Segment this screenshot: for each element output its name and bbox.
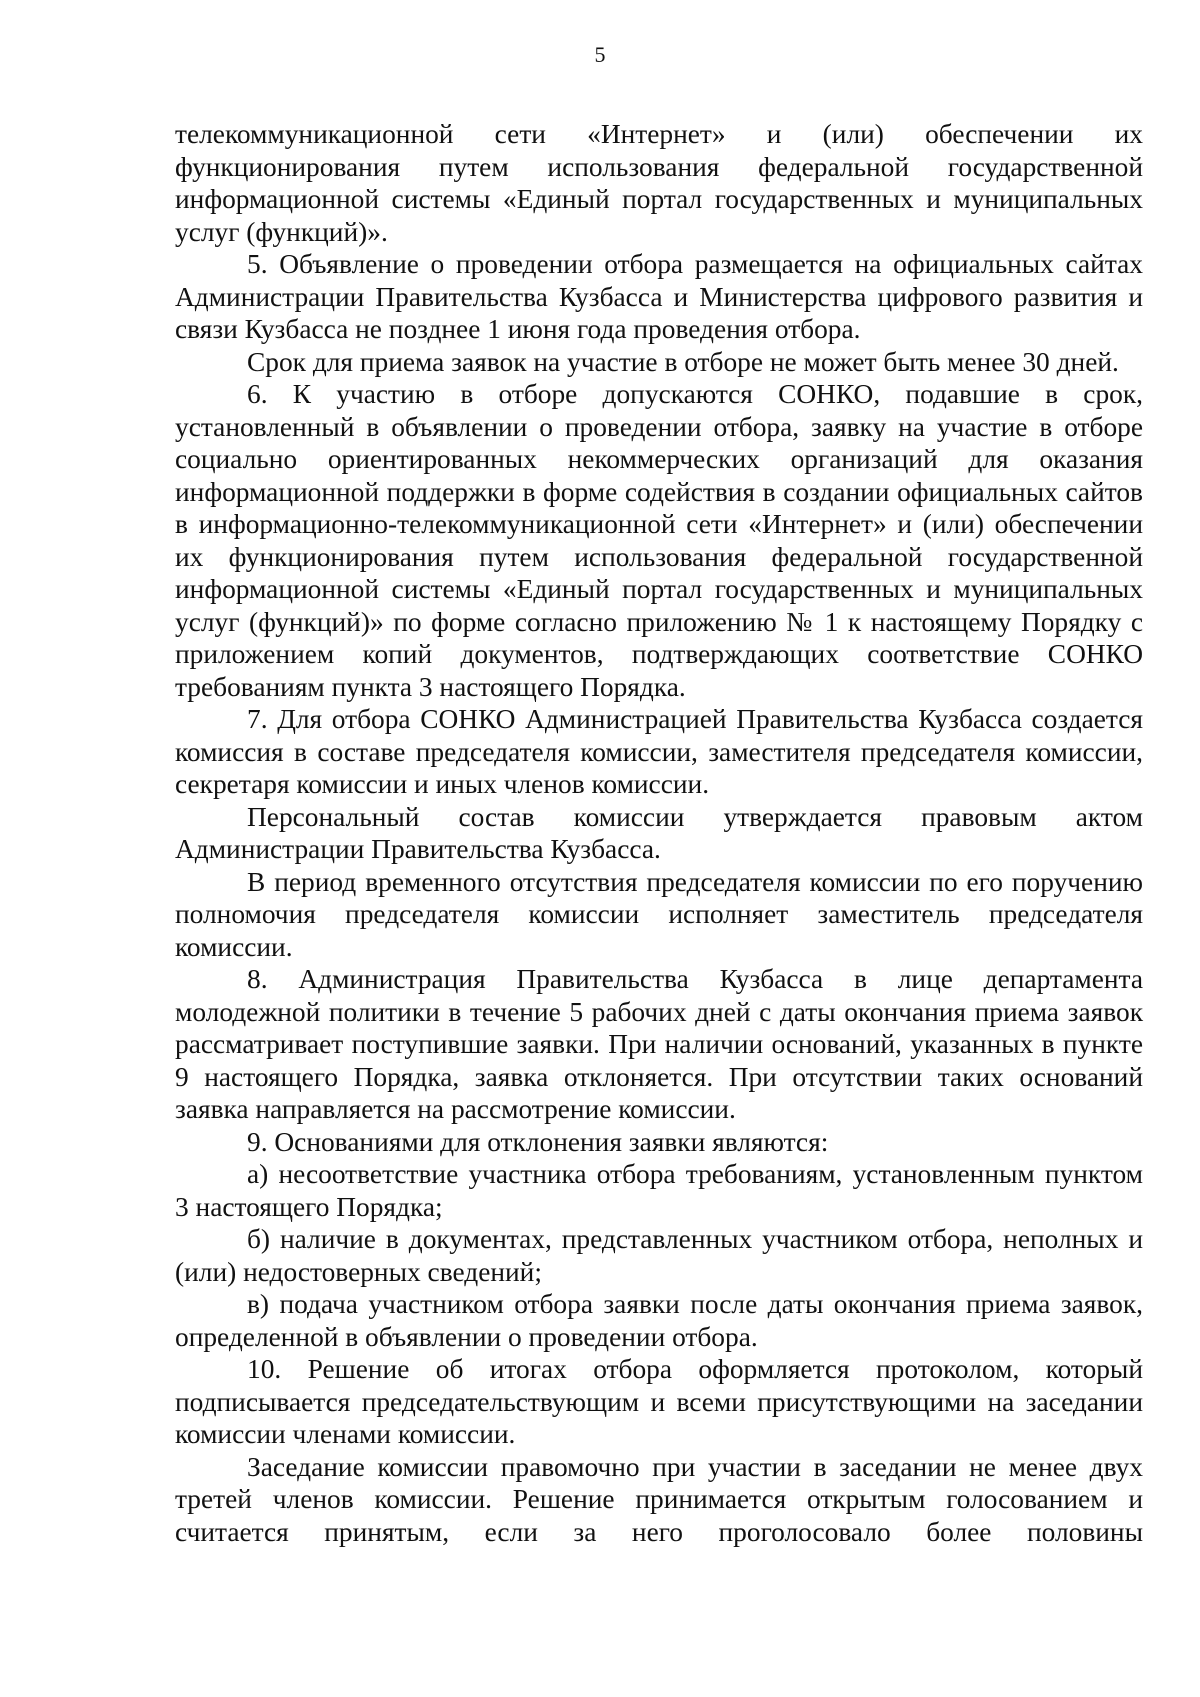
page-number: 5 (594, 42, 606, 67)
paragraph-commission-composition: Персональный состав комиссии утверждается правовым актом Администрации Правительства Кузбасса. (175, 801, 1143, 864)
paragraph-item-9: 9. Основаниями для отклонения заявки являются: (247, 1126, 829, 1157)
paragraph-item-9a: а) несоответствие участника отбора требованиям, установленным пунктом 3 настоящего Порядка; (175, 1159, 1143, 1222)
paragraph-item-10: 10. Решение об итогах отбора оформляется протоколом, который подписывается председательствующим и всеми присутствующими на заседании комиссии членами комиссии. (175, 1354, 1143, 1449)
paragraph-item-9b: б) наличие в документах, представленных участником отбора, неполных и (или) недостоверных сведений; (175, 1224, 1143, 1287)
paragraph-item-7: 7. Для отбора СОНКО Администрацией Правительства Кузбасса создается комиссия в составе председателя комиссии, заместителя председателя комиссии, секретаря комиссии и иных членов комиссии. (175, 704, 1143, 799)
paragraph-quorum: Заседание комиссии правомочно при участии в заседании не менее двух третей членов комиссии. Решение принимается открытым голосованием и считается принятым, если за него проголосовало более половины (175, 1451, 1143, 1547)
paragraph-item-8: 8. Администрация Правительства Кузбасса в лице департамента молодежной политики в течение 5 рабочих дней с даты окончания приема заявок рассматривает поступившие заявки. При наличии оснований, указанных в пункте 9 настоящего Порядка, заявка отклоняется. При отсутствии таких оснований заявка направляется на рассмотрение комиссии. (175, 964, 1143, 1124)
paragraph-item-6: 6. К участию в отборе допускаются СОНКО, подавшие в срок, установленный в объявлении о проведении отбора, заявку на участие в отборе социально ориентированных некоммерческих организаций для оказания информационной поддержки в форме содействия в создании официальных сайтов в информационно-телекоммуникационной сети «Интернет» и (или) обеспечении их функционирования путем использования федеральной государственной информационной системы «Единый портал государственных и муниципальных услуг (функций)» по форме согласно приложению № 1 к настоящему Порядку с приложением копий документов, подтверждающих соответствие СОНКО требованиям пункта 3 настоящего Порядка. (175, 379, 1143, 702)
paragraph-item-5: 5. Объявление о проведении отбора размещается на официальных сайтах Администрации Правительства Кузбасса и Министерства цифрового развития и связи Кузбасса не позднее 1 июня года проведения отбора. (175, 249, 1143, 344)
paragraph-chair-absence: В период временного отсутствия председателя комиссии по его поручению полномочия председателя комиссии исполняет заместитель председателя комиссии. (175, 866, 1143, 962)
paragraph-application-deadline: Срок для приема заявок на участие в отборе не может быть менее 30 дней. (247, 346, 1119, 377)
document-body (175, 118, 1143, 1548)
paragraph-continuation: телекоммуникационной сети «Интернет» и (или) обеспечении их функционирования путем использования федеральной государственной информационной системы «Единый портал государственных и муниципальных услуг (функций)». (175, 119, 1143, 247)
paragraph-item-9v: в) подача участником отбора заявки после даты окончания приема заявок, определенной в объявлении о проведении отбора. (175, 1289, 1143, 1352)
